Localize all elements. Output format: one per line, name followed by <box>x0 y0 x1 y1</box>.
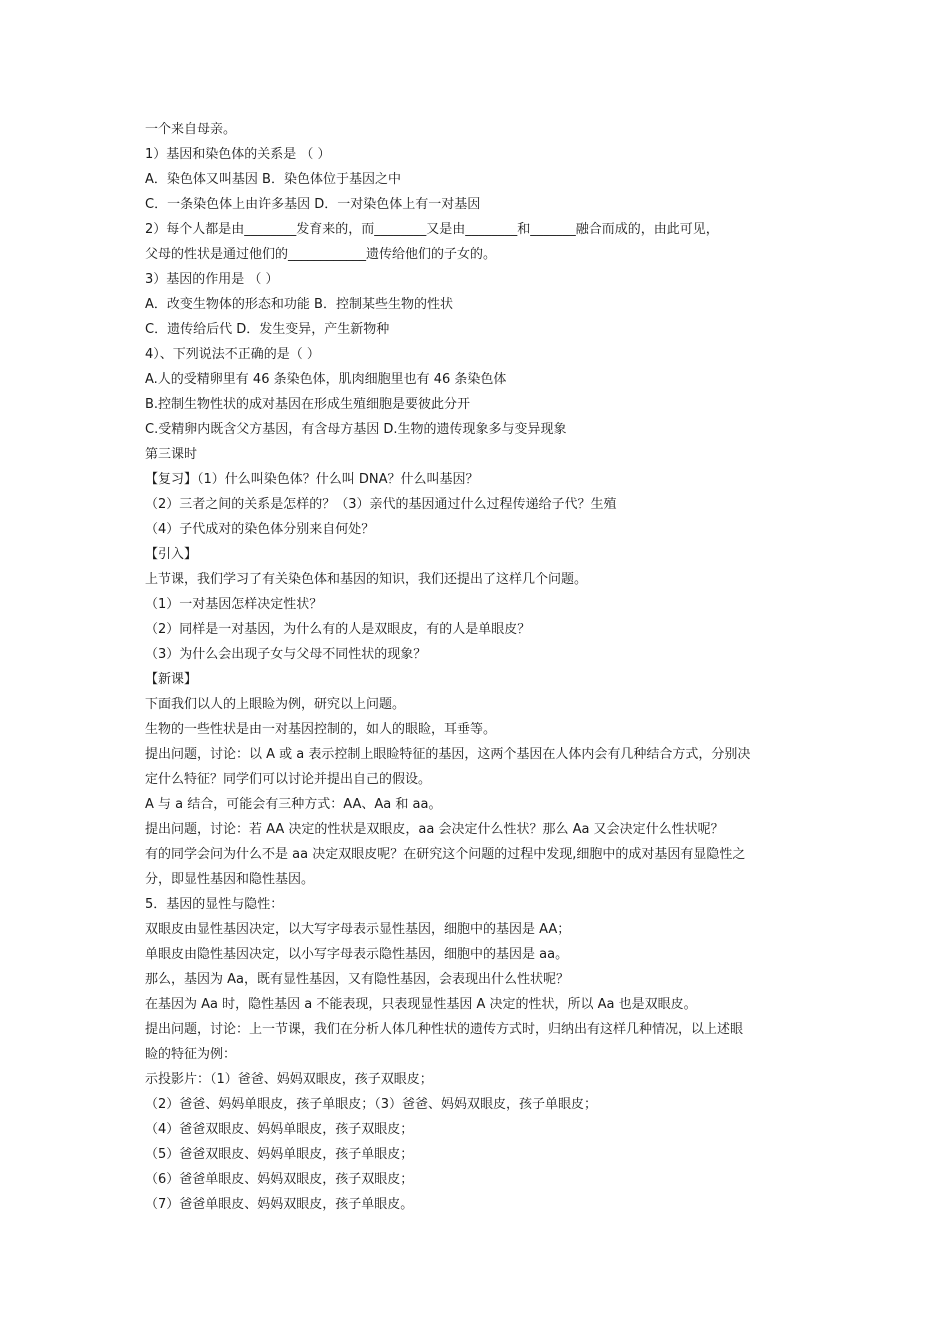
paragraph: 单眼皮由隐性基因决定，以小写字母表示隐性基因，细胞中的基因是 aa。 <box>145 947 569 962</box>
new-lesson-heading: 【新课】 <box>145 672 198 687</box>
question-2-continued: 父母的性状是通过他们的____________遗传给他们的子女的。 <box>145 247 497 262</box>
paragraph: 有的同学会问为什么不是 aa 决定双眼皮呢？在研究这个问题的过程中发现,细胞中的成对基因有显隐性之 <box>145 847 746 862</box>
paragraph: 分，即显性基因和隐性基因。 <box>145 872 315 887</box>
review-item: （2）三者之间的关系是怎样的？（3）亲代的基因通过什么过程传递给子代？生殖 <box>145 497 617 512</box>
paragraph: 提出问题，讨论：上一节课，我们在分析人体几种性状的遗传方式时，归纳出有这样几种情况，以上述眼 <box>145 1022 744 1037</box>
question-2: 2）每个人都是由________发育来的，而________又是由________和_______融合而成的，由此可见， <box>145 222 719 237</box>
question-1: 1）基因和染色体的关系是 （ ） <box>145 147 331 162</box>
section-5-heading: 5．基因的显性与隐性： <box>145 897 284 912</box>
intro-heading: 【引入】 <box>145 547 198 562</box>
paragraph: 下面我们以人的上眼睑为例，研究以上问题。 <box>145 697 406 712</box>
paragraph: 定什么特征？同学们可以讨论并提出自己的假设。 <box>145 772 432 787</box>
case-item: （6）爸爸单眼皮、妈妈双眼皮，孩子双眼皮； <box>145 1172 414 1187</box>
question-3-options-cd: C．遗传给后代 D．发生变异，产生新物种 <box>145 322 390 337</box>
question-3: 3）基因的作用是 （ ） <box>145 272 279 287</box>
case-item: （4）爸爸双眼皮、妈妈单眼皮，孩子双眼皮； <box>145 1122 414 1137</box>
question-4-options-cd: C.受精卵内既含父方基因，有含母方基因 D.生物的遗传现象多与变异现象 <box>145 422 567 437</box>
case-item: （2）爸爸、妈妈单眼皮，孩子单眼皮；（3）爸爸、妈妈双眼皮，孩子单眼皮； <box>145 1097 598 1112</box>
paragraph: 提出问题，讨论：若 AA 决定的性状是双眼皮，aa 会决定什么性状？那么 Aa 又会决定什么性状呢？ <box>145 822 724 837</box>
question-3-options-ab: A．改变生物体的形态和功能 B．控制某些生物的性状 <box>145 297 453 312</box>
case-item: 示投影片：（1）爸爸、妈妈双眼皮，孩子双眼皮； <box>145 1072 433 1087</box>
intro-item: （2）同样是一对基因，为什么有的人是双眼皮，有的人是单眼皮？ <box>145 622 531 637</box>
paragraph: 睑的特征为例： <box>145 1047 237 1062</box>
review-heading: 【复习】（1）什么叫染色体？什么叫 DNA？什么叫基因？ <box>145 472 479 487</box>
question-4-option-b: B.控制生物性状的成对基因在形成生殖细胞是要彼此分开 <box>145 397 471 412</box>
paragraph: 上节课，我们学习了有关染色体和基因的知识，我们还提出了这样几个问题。 <box>145 572 588 587</box>
document-page <box>145 117 815 1217</box>
paragraph: 那么，基因为 Aa，既有显性基因，又有隐性基因，会表现出什么性状呢？ <box>145 972 569 987</box>
paragraph: 双眼皮由显性基因决定，以大写字母表示显性基因，细胞中的基因是 AA； <box>145 922 571 937</box>
text-line: 一个来自母亲。 <box>145 122 237 137</box>
question-1-options-ab: A．染色体又叫基因 B．染色体位于基因之中 <box>145 172 401 187</box>
question-4: 4）、下列说法不正确的是（ ） <box>145 347 320 362</box>
case-item: （7）爸爸单眼皮、妈妈双眼皮，孩子单眼皮。 <box>145 1197 414 1212</box>
paragraph: 在基因为 Aa 时，隐性基因 a 不能表现，只表现显性基因 A 决定的性状，所以 Aa 也是双眼皮。 <box>145 997 697 1012</box>
question-1-options-cd: C．一条染色体上由许多基因 D．一对染色体上有一对基因 <box>145 197 481 212</box>
question-4-option-a: A.人的受精卵里有 46 条染色体，肌肉细胞里也有 46 条染色体 <box>145 372 507 387</box>
section-heading: 第三课时 <box>145 447 198 462</box>
review-item: （4）子代成对的染色体分别来自何处？ <box>145 522 375 537</box>
paragraph: A 与 a 结合，可能会有三种方式：AA、Aa 和 aa。 <box>145 797 442 812</box>
paragraph: 提出问题，讨论：以 A 或 a 表示控制上眼睑特征的基因，这两个基因在人体内会有几种结合方式，分别决 <box>145 747 751 762</box>
intro-item: （3）为什么会出现子女与父母不同性状的现象？ <box>145 647 427 662</box>
paragraph: 生物的一些性状是由一对基因控制的，如人的眼睑，耳垂等。 <box>145 722 497 737</box>
case-item: （5）爸爸双眼皮、妈妈单眼皮，孩子单眼皮； <box>145 1147 414 1162</box>
intro-item: （1）一对基因怎样决定性状？ <box>145 597 323 612</box>
